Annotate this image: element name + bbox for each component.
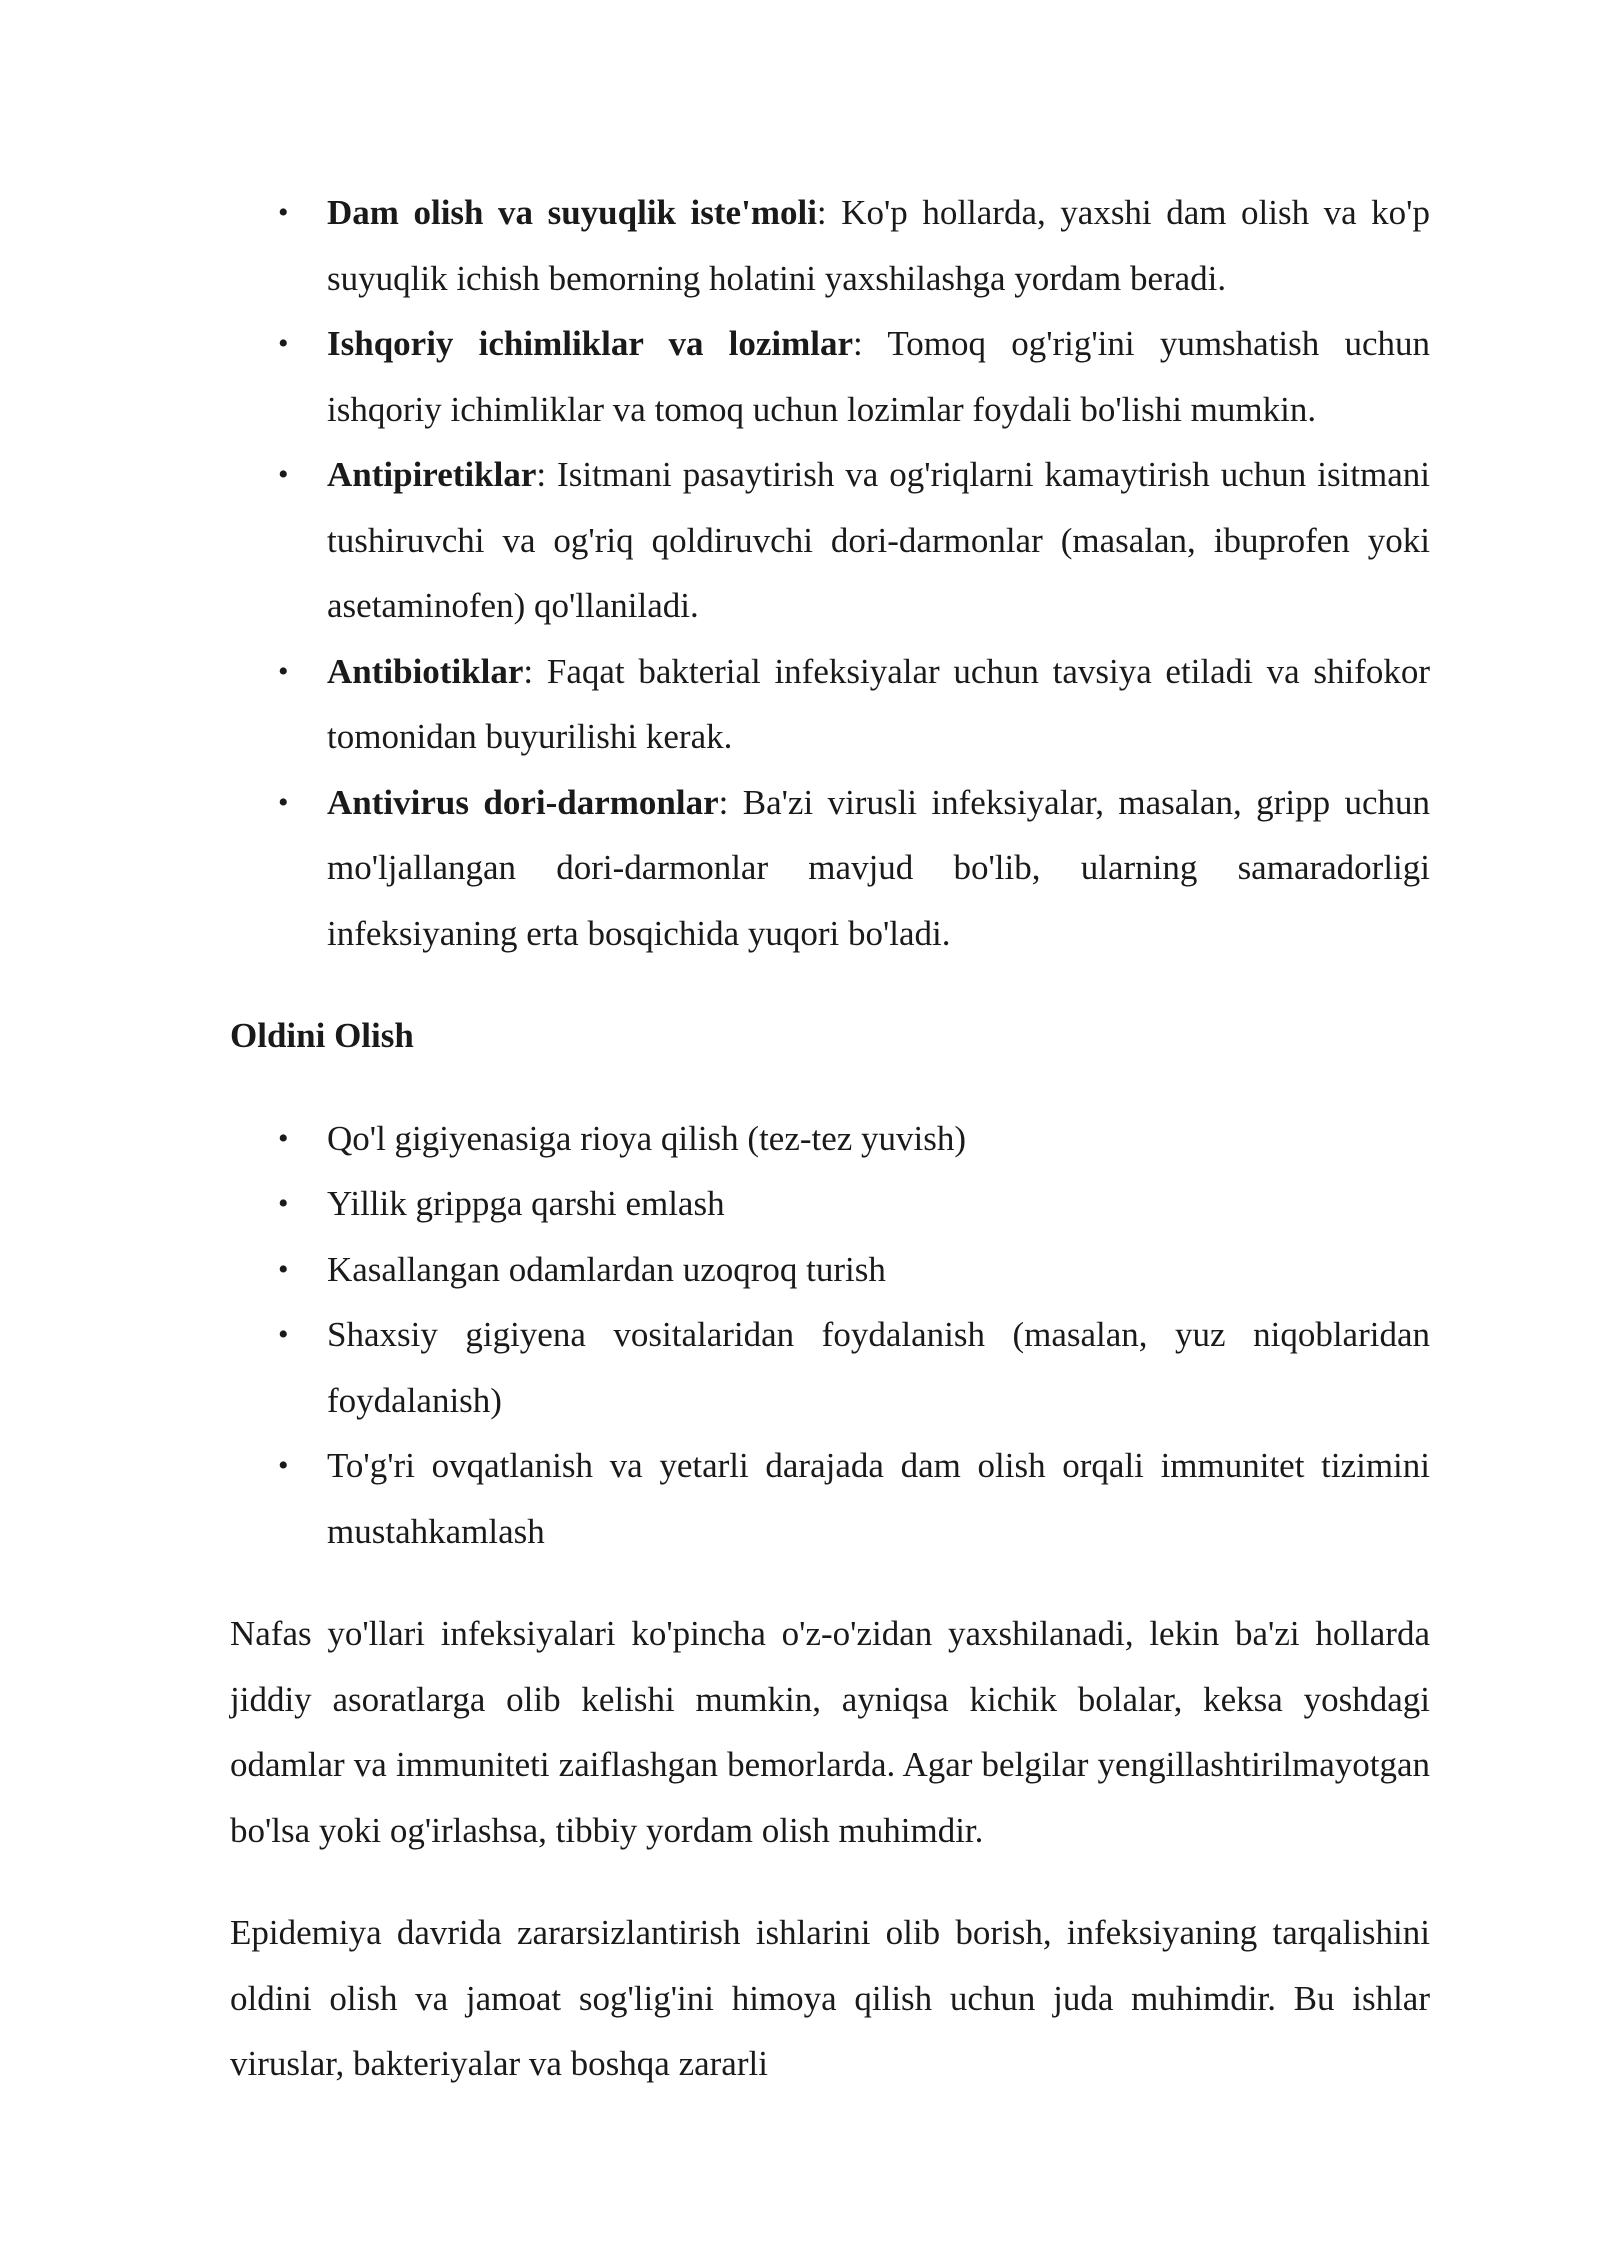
list-item-term: Ishqoriy ichimliklar va lozimlar	[327, 324, 854, 363]
list-item-term: Antivirus dori-darmonlar	[327, 782, 719, 822]
list-item	[230, 1106, 1430, 1172]
bullet-icon: •	[278, 785, 289, 819]
list-item-term: Antibiotiklar	[327, 651, 524, 691]
list-item	[230, 1171, 1430, 1237]
bullet-icon: •	[278, 196, 289, 229]
list-item	[230, 1237, 1430, 1303]
bullet-icon: •	[278, 1121, 289, 1155]
list-item-separator: :	[536, 455, 547, 494]
bullet-icon: •	[278, 1252, 289, 1286]
list-item-term: Dam olish va suyuqlik iste'moli	[327, 193, 817, 232]
list-item-separator: :	[523, 651, 534, 691]
list-item-separator: :	[816, 193, 827, 232]
list-item-text: Ko'p hollarda, yaxshi dam olish va ko'p suyuqlik ichish bemorning holatini yaxshilashga yordam beradi.	[327, 193, 1430, 298]
list-item	[230, 1302, 1430, 1433]
prevention-list	[230, 1106, 1430, 1565]
list-item-text: Faqat bakterial infeksiyalar uchun tavsiya etiladi va shifokor tomonidan buyurilishi kerak.	[327, 651, 1430, 756]
list-item	[230, 311, 1430, 442]
list-item-separator: :	[718, 782, 729, 822]
list-item-separator: :	[853, 324, 863, 363]
paragraph-epidemic: Epidemiya davrida zararsizlantirish ishlarini olib borish, infeksiyaning tarqalishini oldini olish va jamoat sog'lig'ini himoya qilish uchun juda muhimdir. Bu ishlar viruslar, bakteriyalar va boshqa zararli	[230, 1913, 1430, 2083]
bullet-icon: •	[278, 1449, 289, 1482]
list-item-term: Antipiretiklar	[327, 455, 537, 494]
list-item-text: To'g'ri ovqatlanish va yetarli darajada dam olish orqali immunitet tizimini mustahkamlash	[327, 1446, 1430, 1551]
list-item-text: Tomoq og'rig'ini yumshatish uchun ishqoriy ichimliklar va tomoq uchun lozimlar foydali bo'lishi mumkin.	[327, 324, 1430, 429]
list-item	[230, 639, 1430, 770]
list-item	[230, 442, 1430, 639]
paragraph-complications: Nafas yo'llari infeksiyalari ko'pincha o'z-o'zidan yaxshilanadi, lekin ba'zi hollarda jiddiy asoratlarga olib kelishi mumkin, ayniqsa kichik bolalar, keksa yoshdagi odamlar va immuniteti zaiflashgan bemorlarda. Agar belgilar yengillashtirilmayotgan bo'lsa yoki og'irlashsa, tibbiy yordam olish muhimdir.	[230, 1614, 1430, 1850]
document-page	[230, 180, 1430, 2097]
bullet-icon: •	[278, 327, 289, 360]
list-item	[230, 770, 1430, 967]
list-item-text: Yillik grippga qarshi emlash	[327, 1184, 725, 1223]
list-item	[230, 1433, 1430, 1564]
list-item-text: Ba'zi virusli infeksiyalar, masalan, gripp uchun mo'ljallangan dori-darmonlar mavjud bo'lib, ularning samaradorligi infeksiyaning erta bosqichida yuqori bo'ladi.	[327, 782, 1430, 953]
list-item-text: Qo'l gigiyenasiga rioya qilish (tez-tez yuvish)	[327, 1118, 967, 1158]
bullet-icon: •	[278, 1187, 289, 1220]
bullet-icon: •	[278, 654, 289, 688]
list-item-text: Isitmani pasaytirish va og'riqlarni kamaytirish uchun isitmani tushiruvchi va og'riq qoldiruvchi dori-darmonlar (masalan, ibuprofen yoki asetaminofen) qo'llaniladi.	[327, 455, 1430, 625]
bullet-icon: •	[278, 1318, 289, 1351]
list-item	[230, 180, 1430, 311]
list-item-text: Shaxsiy gigiyena vositalaridan foydalanish (masalan, yuz niqoblaridan foydalanish)	[327, 1315, 1430, 1420]
bullet-icon: •	[278, 458, 289, 491]
section-heading-prevention: Oldini Olish	[230, 1016, 414, 1055]
list-item-text: Kasallangan odamlardan uzoqroq turish	[327, 1249, 886, 1289]
treatment-list	[230, 180, 1430, 966]
